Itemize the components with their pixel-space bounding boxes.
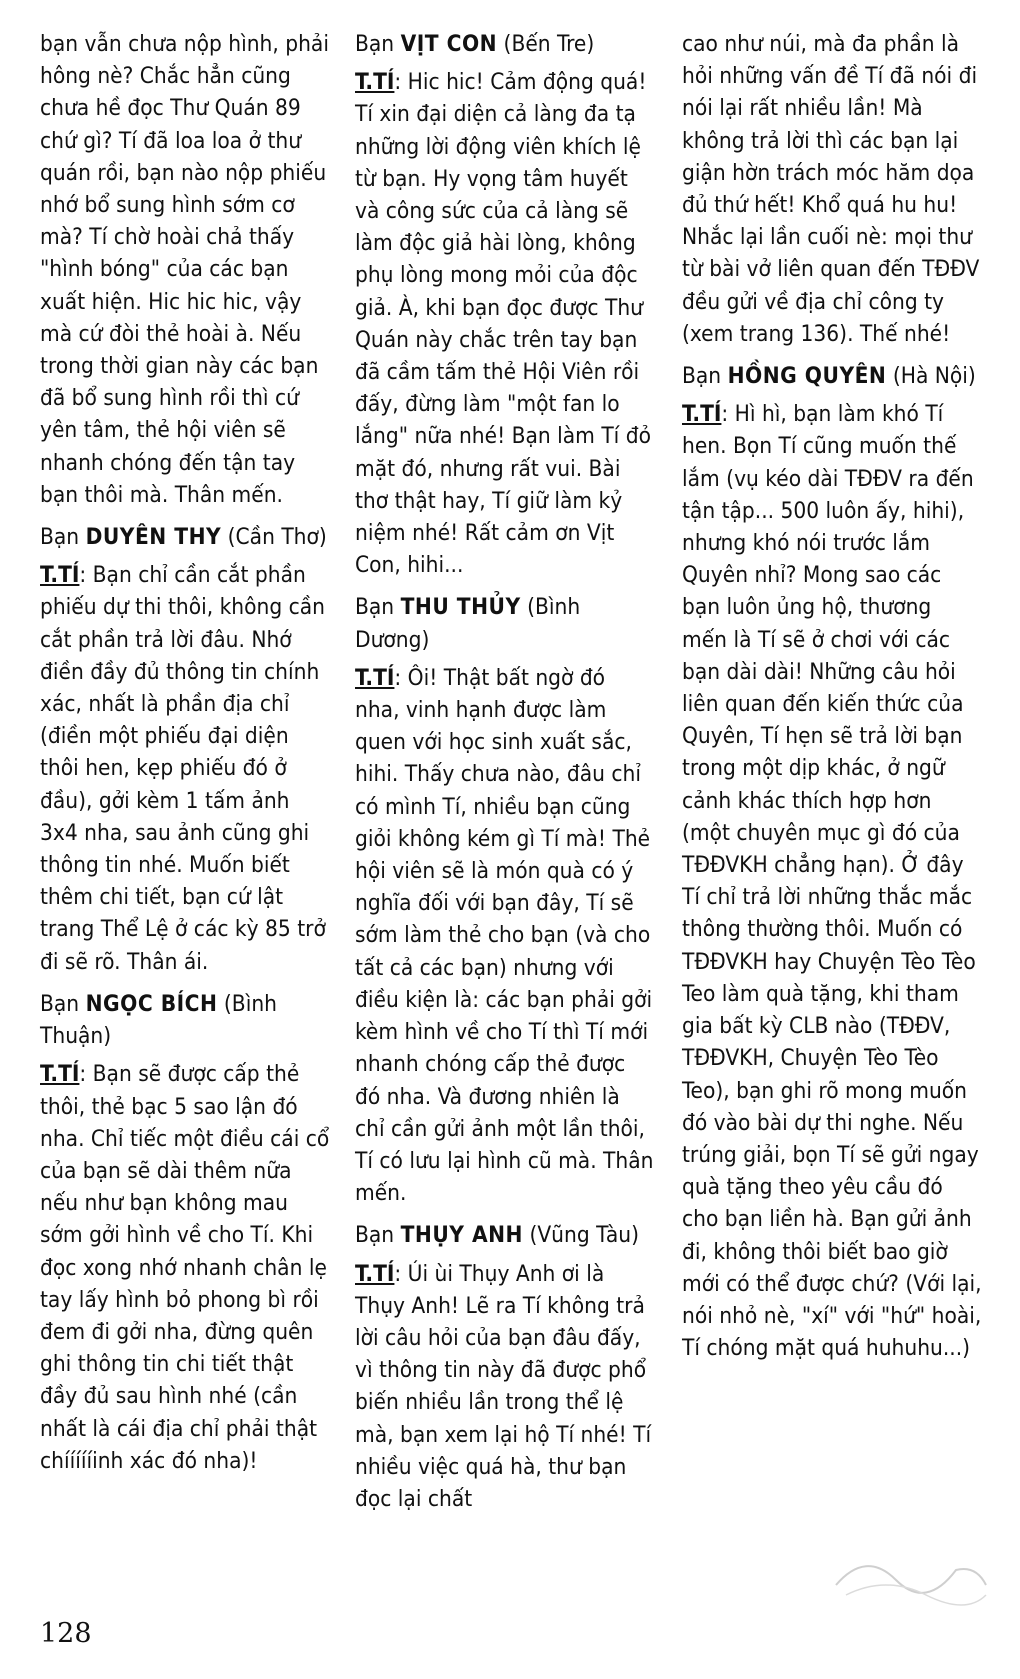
reader-place: (Bến Tre) [503,31,595,57]
column-1 [40,28,330,1487]
reader-prefix: Bạn [682,363,722,390]
letter-reply [355,1258,655,1516]
letter-reply-continued: cao như núi, mà đa phần là hỏi những vấn đề Tí đã nói đi nói lại rất nhiều lần! Mà không trả lời thì các bạn lại giận hờn trách móc hăm dọa đủ thứ hết! Khổ quá hu hu! Nhắc lại lần cuối nè: mọi thư từ bài vở liên quan đến TĐĐV đều gửi về địa chỉ công ty (xem trang 136). Thế nhé! [682,31,980,347]
reader-prefix: Bạn [355,594,395,621]
reader-place: (Hà Nội) [892,363,976,390]
letter-reply [355,662,655,1209]
reply-label: T.TÍ [40,1061,80,1088]
reply-text: : Hic hic! Cảm động quá! Tí xin đại diện cả làng đa tạ những lời động viên khích lệ từ bạn. Hy vọng tâm huyết và công sức của cả làng sẽ làm độc giả hài lòng, không phụ lòng mong mỏi của độc giả. À, khi bạn đọc được Thư Quán này chắc trên tay bạn đã cầm tấm thẻ Hội Viên rồi đấy, đừng làm "một fan lo lắng" nữa nhé! Bạn làm Tí đỏ mặt đó, nhưng rất vui. Bài thơ thật hay, Tí giữ làm kỷ niệm nhé! Rất cảm ơn Vịt Con, hihi... [355,69,651,579]
reader-heading [355,591,655,655]
reader-prefix: Bạn [355,1222,395,1249]
letter-reply [40,559,330,978]
column-3 [682,28,982,1374]
reader-heading [40,988,330,1052]
reply-text: : Hì hì, bạn làm khó Tí hen. Bọn Tí cũng muốn thế lắm (vụ kéo dài TĐĐV ra đến tận tập... 500 luôn ấy, hihi), nhưng khó nói trước lắm Quyên nhỉ? Mong sao các bạn luôn ủng hộ, thương mến là Tí sẽ ở chơi với các bạn dài dài! Những câu hỏi liên quan đến kiến thức của Quyên, Tí hẹn sẽ trả lời bạn trong một dịp khác, ở ngữ cảnh khác thích hợp hơn (một chuyên mục gì đó của TĐĐVKH chẳng hạn). Ở đây Tí chỉ trả lời những thắc mắc thông thường thôi. Muốn có TĐĐVKH hay Chuyện Tèo Tèo Teo làm quà tặng, khi tham gia bất kỳ CLB nào (TĐĐV, TĐĐVKH, Chuyện Tèo Tèo Teo), bạn ghi rõ mong muốn đó vào bài dự thi nghe. Nếu trúng giải, bọn Tí sẽ gửi ngay quà tặng theo yêu cầu đó cho bạn liền hà. Bạn gửi ảnh đi, không thôi biết bao giờ mới có thể được chứ? (Với lại, nói nhỏ nè, "xí" với "hứ" hoài, Tí chóng mặt quá huhuhu...) [682,401,982,1362]
reader-place: (Bình Dương) [355,594,581,653]
reader-place: (Vũng Tàu) [529,1222,639,1249]
reader-prefix: Bạn [40,524,80,551]
reader-heading [682,360,982,392]
reader-place: (Bình Thuận) [40,990,277,1050]
reader-heading [355,28,655,60]
reader-prefix: Bạn [355,31,395,57]
reader-heading [355,1219,655,1251]
reply-label: T.TÍ [355,69,395,96]
letter-reply-continued: bạn vẫn chưa nộp hình, phải hông nè? Chắc hẳn cũng chưa hề đọc Thư Quán 89 chứ gì? Tí đã loa loa ở thư quán rồi, bạn nào nộp phiếu nhớ bổ sung hình sớm cơ mà? Tí chờ hoài chả thấy "hình bóng" của các bạn xuất hiện. Hic hic hic, vậy mà cứ đòi thẻ hoài à. Nếu trong thời gian này các bạn đã bổ sung hình rồi thì cứ yên tâm, thẻ hội viên sẽ nhanh chóng đến tận tay bạn thôi mà. Thân mến. [40,31,329,508]
letter-reply [355,66,655,581]
reply-text: : Bạn chỉ cần cắt phần phiếu dự thi thôi, không cần cắt phần trả lời đâu. Nhớ điền đầy đủ thông tin chính xác, nhất là phần địa chỉ (điền một phiếu đại diện thôi hen, kẹp phiếu đó ở đầu), gởi kèm 1 tấm ảnh 3x4 nha, sau ảnh cũng ghi thông tin nhé. Muốn biết thêm chi tiết, bạn cứ lật trang Thể Lệ ở các kỳ 85 trở đi sẽ rõ. Thân ái. [40,562,326,975]
reply-text: : Bạn sẽ được cấp thẻ thôi, thẻ bạc 5 sao lận đó nha. Chỉ tiếc một điều cái cổ của bạn sẽ dài thêm nữa nếu như bạn không mau sớm gởi hình về cho Tí. Khi đọc xong nhớ nhanh chân lẹ tay lấy hình bỏ phong bì rồi đem đi gởi nha, đừng quên ghi thông tin chi tiết thật đầy đủ sau hình nhé (cần nhất là cái địa chỉ phải thật chíííííinh xác đó nha)! [40,1061,330,1474]
reader-name: THU THỦY [400,594,521,621]
reader-name: DUYÊN THY [85,524,222,551]
column-2 [355,28,655,1525]
reply-label: T.TÍ [355,1260,395,1287]
letter-reply [40,1058,330,1477]
reader-name: VỊT CON [400,31,498,57]
reply-label: T.TÍ [355,664,395,691]
reader-name: HỒNG QUYÊN [727,363,887,390]
reply-text: : Ôi! Thật bất ngờ đó nha, vinh hạnh được làm quen với học sinh xuất sắc, hihi. Thấy chưa nào, đâu chỉ có mình Tí, nhiều bạn cũng giỏi không kém gì Tí mà! Thẻ hội viên sẽ là món quà có ý nghĩa đối với bạn đây, Tí sẽ sớm làm thẻ cho bạn (và cho tất cả các bạn) nhưng với điều kiện là: các bạn phải gởi kèm hình về cho Tí thì Tí mới nhanh chóng cấp thẻ được đó nha. Và đương nhiên là chỉ cần gửi ảnh một lần thôi, Tí có lưu lại hình cũ mà. Thân mến. [355,664,654,1207]
letter-reply [682,398,982,1364]
reader-name: NGỌC BÍCH [85,990,218,1017]
reader-prefix: Bạn [40,990,80,1017]
reply-text: : Úi ùi Thụy Anh ơi là Thụy Anh! Lẽ ra Tí không trả lời câu hỏi của bạn đâu đấy, vì thông tin này đã được phổ biến nhiều lần trong thể lệ mà, bạn xem lại hộ Tí nhé! Tí nhiều việc quá hà, thư bạn đọc lại chất [355,1260,652,1512]
reply-label: T.TÍ [682,401,722,428]
reply-label: T.TÍ [40,562,80,589]
reader-name: THỤY ANH [400,1222,523,1249]
reader-heading [40,521,330,553]
page-number: 128 [40,1618,92,1649]
watermark-logo [826,1540,996,1610]
reader-place: (Cần Thơ) [227,524,327,551]
